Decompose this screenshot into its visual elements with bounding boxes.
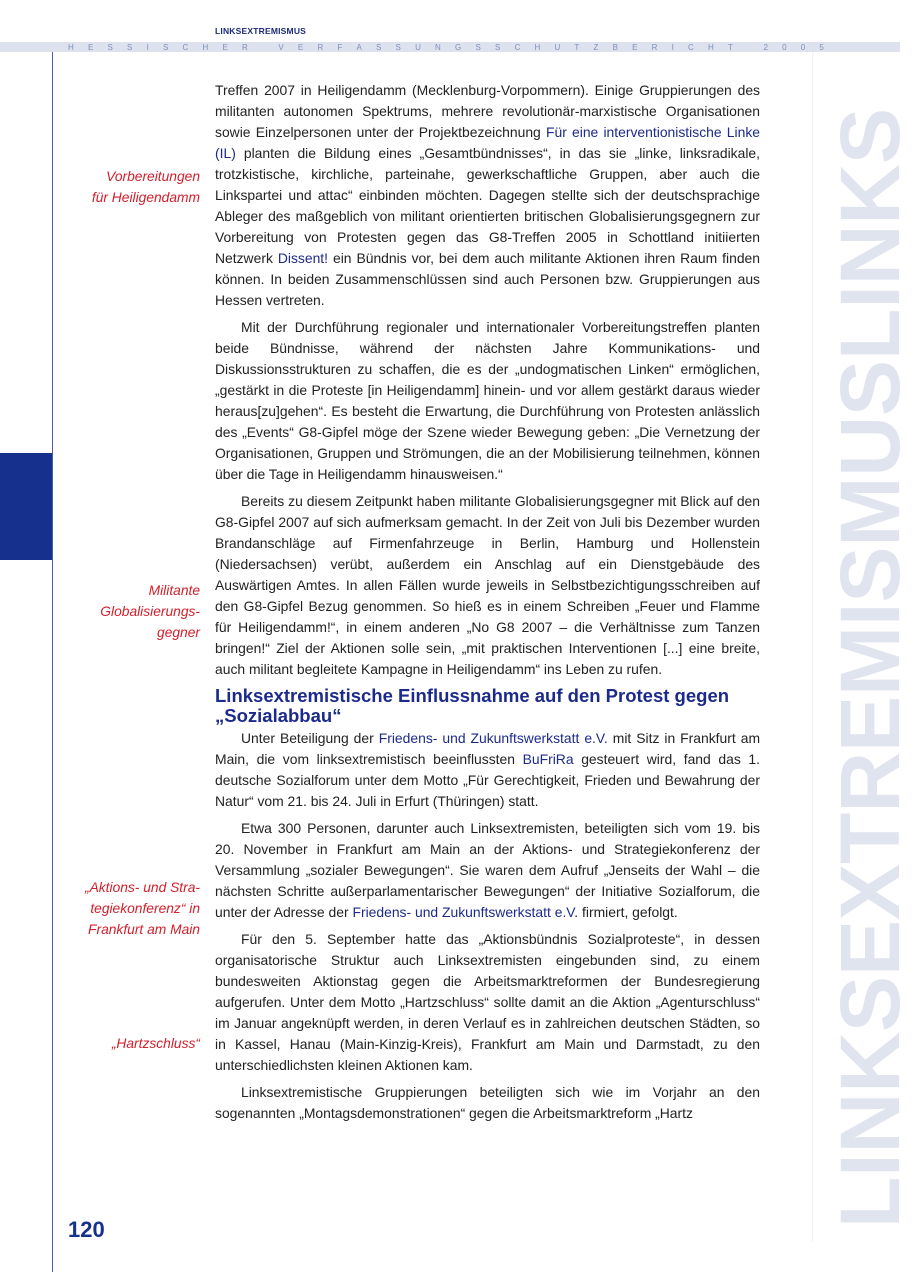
subtitle-letter: U	[554, 43, 561, 52]
report-subtitle	[68, 43, 824, 52]
org-name: Dissent!	[277, 250, 329, 266]
vertical-chapter-title: LINKSEXTREMISMUSLINKS	[823, 107, 917, 1228]
paragraph: Linksextremistische Gruppierungen beteiligten sich wie im Vorjahr an den sogenannten „Montagsdemonstrationen“ gegen die Arbeitsmarktreform „Hartz	[215, 1084, 760, 1121]
subtitle-letter: 5	[819, 43, 824, 52]
subtitle-letter: H	[534, 43, 541, 52]
subtitle-letter: E	[297, 43, 304, 52]
org-name: Friedens- und Zukunftswerkstatt e.V.	[378, 730, 608, 746]
subtitle-letter: R	[317, 43, 324, 52]
subtitle-letter: Z	[593, 43, 599, 52]
subtitle-letter: 2	[763, 43, 768, 52]
subtitle-letter: H	[707, 43, 714, 52]
paragraph: Für den 5. September hatte das „Aktionsbündnis Sozialproteste“, in dessen organisatorische Struktur auch Linksextremisten eingebunden sind, zu einem bundesweiten Aktionstag gegen die Arbeitsmarktreformen der Bundesregierung aufgerufen. Unter dem Motto „Hartzschluss“ sollte damit an die Aktion „Agenturschluss“ im Januar angeknüpft werden, in deren Verlauf es in zahlreichen deutschen Städten, so in Kassel, Hanau (Main-Kinzig-Kreis), Frankfurt am Main und Darmstadt, zu den unterschiedlichsten kleinen Aktionen kam.	[215, 931, 760, 1073]
subtitle-letter: H	[202, 43, 209, 52]
subtitle-letter: S	[127, 43, 133, 52]
subtitle-letter: S	[395, 43, 401, 52]
paragraph	[215, 818, 760, 923]
subtitle-letter: U	[415, 43, 421, 52]
margin-note-heiligendamm: Vorbereitungen für Heiligendamm	[91, 169, 200, 205]
paragraph: Bereits zu diesem Zeitpunkt haben militante Globalisierungsgegner mit Blick auf den G8-Gipfel 2007 auf sich aufmerksam gemacht. In der Zeit von Juli bis Dezember wurden Brandanschläge auf Firmenfahrzeuge in Berlin, Hamburg und Hollenstein (Niedersachsen) verübt, außerdem ein Anschlag auf ein Dienstgebäude des Auswärtigen Amtes. In allen Fällen wurde jeweils in Selbstbezichtigungsschreiben auf den G8-Gipfel Bezug genommen. So hieß es in einem Schreiben „Feuer und Flamme für Heiligendamm!“, in einem anderen „No G8 2007 – die Verhältnisse zum Tanzen bringen!“ Ziel der Aktionen solle sein, „mit praktischen Interventionen [...] eine breite, auch militant begleitete Kampagne in Heiligendamm“ ins Leben zu rufen.	[215, 493, 760, 677]
margin-note-hartzschluss: „Hartzschluss“	[111, 1036, 200, 1051]
page-number: 120	[68, 1217, 105, 1242]
subtitle-letter: V	[278, 43, 284, 52]
text: mit Sitz in Frankfurt am Main, die vom linksextremistisch beeinflussten	[215, 730, 761, 767]
subtitle-letter: C	[688, 43, 694, 52]
subtitle-letter: B	[612, 43, 618, 52]
text: Etwa 300 Personen, darunter auch Linksextremisten, beteiligten sich vom 19. bis 20. November in Frankfurt am Main an der Aktions- und Strategiekonferenz der Versammlung „sozialer Bewegungen“. Sie waren dem Aufruf „Jenseits der Wahl – die nächsten Schritte außerparlamentarischer Bewegungen“ der Initiative Sozialforum, die unter der Adresse der	[215, 820, 760, 920]
subtitle-letter: E	[87, 43, 94, 52]
subtitle-letter: H	[68, 43, 74, 52]
subtitle-letter: S	[107, 43, 113, 52]
section-heading: Linksextremistische Einflussnahme auf den Protest gegen „Sozialabbau“	[215, 685, 730, 726]
org-name: BuFriRa	[522, 751, 574, 767]
subtitle-letter	[262, 43, 264, 52]
subtitle-letter: T	[727, 43, 733, 52]
subtitle-letter: E	[632, 43, 638, 52]
text: Treffen 2007 in Heiligendamm (Mecklenburg-Vorpommern). Einige Gruppierungen des militanten autonomen Spektrums, mehrere revolutionär-marxistische Organisationen sowie Einzelpersonen unter der Projektbezeichnung	[215, 82, 760, 140]
subtitle-letter: 0	[800, 43, 806, 52]
margin-note-konferenz: „Aktions- und Stra- tegiekonferenz“ in Frankfurt am Main	[84, 880, 200, 937]
org-name: Für eine interventionistische Linke (IL)	[215, 124, 760, 161]
subtitle-letter	[747, 43, 749, 52]
subtitle-letter: R	[241, 43, 248, 52]
paragraph: Mit der Durchführung regionaler und internationaler Vorbereitungstreffen planten beide Bündnisse, während der nächsten Jahre Kommunikations- und Diskussionsstrukturen zu schaffen, die es der „undogmatischen Linken“ ermöglichen, „gestärkt in die Proteste [in Heiligendamm] hinein- und vor allem gestärkt daraus wieder heraus[zu]gehen“. Es besteht die Erwartung, die Durchführung von Protesten anlässlich des „Events“ G8-Gipfel möge der Szene wieder Bewegung geben: „Die Vernetzung der Organisationen, Gruppen und Strömungen, die an der Mobilisierung teilnehmen, können über die Tage in Heiligendamm hinausweisen.“	[215, 319, 760, 482]
section-label: LINKSEXTREMISMUS	[215, 26, 307, 36]
subtitle-letter: T	[574, 43, 580, 52]
main-text	[215, 80, 760, 1130]
margin-rule	[52, 52, 53, 1272]
text: gesteuert wird, fand das 1. deutsche Sozialforum unter dem Motto „Für Gerechtigkeit, Frieden und Bewahrung der Natur“ vom 21. bis 24. Juli in Erfurt (Thüringen) statt.	[215, 751, 760, 809]
org-name: Friedens- und Zukunftswerkstatt e.V	[352, 904, 575, 920]
subtitle-letter: I	[146, 43, 149, 52]
subtitle-letter: S	[162, 43, 169, 52]
paragraph	[215, 728, 760, 812]
subtitle-letter: S	[494, 43, 501, 52]
subtitle-letter: F	[337, 43, 343, 52]
text: . firmiert, gefolgt.	[574, 904, 678, 920]
margin-note-militante: Militante Globalisierungs- gegner	[100, 583, 200, 640]
subtitle-letter: R	[651, 43, 658, 52]
text: Unter Beteiligung der	[241, 730, 379, 746]
subtitle-letter: S	[475, 43, 481, 52]
subtitle-letter: A	[356, 43, 362, 52]
subtitle-letter: G	[455, 43, 462, 52]
subtitle-letter: E	[222, 43, 228, 52]
subtitle-letter: C	[182, 43, 189, 52]
paragraph	[215, 80, 760, 311]
vertical-rule	[812, 52, 813, 1242]
subtitle-letter: S	[376, 43, 382, 52]
subtitle-letter: 0	[782, 43, 787, 52]
subtitle-letter: I	[671, 43, 674, 52]
subtitle-letter: N	[435, 43, 441, 52]
text: ein Bündnis vor, bei dem auch militante Aktionen ihren Raum finden können. In beiden Zusammenschlüssen sind auch Personen bzw. Gruppierungen aus Hessen vertreten.	[215, 250, 761, 308]
text: planten die Bildung eines „Gesamtbündnisses“, in das sie „linke, linksradikale, trotzkistische, kirchliche, parteinahe, gewerkschaftliche Gruppen, aber auch die Linkspartei und attac“ einbinden möchten. Dagegen stellte sich der deutschsprachige Ableger des maßgeblich von militant orientierten britischen Globalisierungsgegnern zur Vorbereitung von Protesten gegen das G8-Treffen 2005 in Schottland initiierten Netzwerk	[215, 145, 760, 266]
subtitle-letter: C	[514, 43, 521, 52]
chapter-marker	[0, 453, 52, 560]
